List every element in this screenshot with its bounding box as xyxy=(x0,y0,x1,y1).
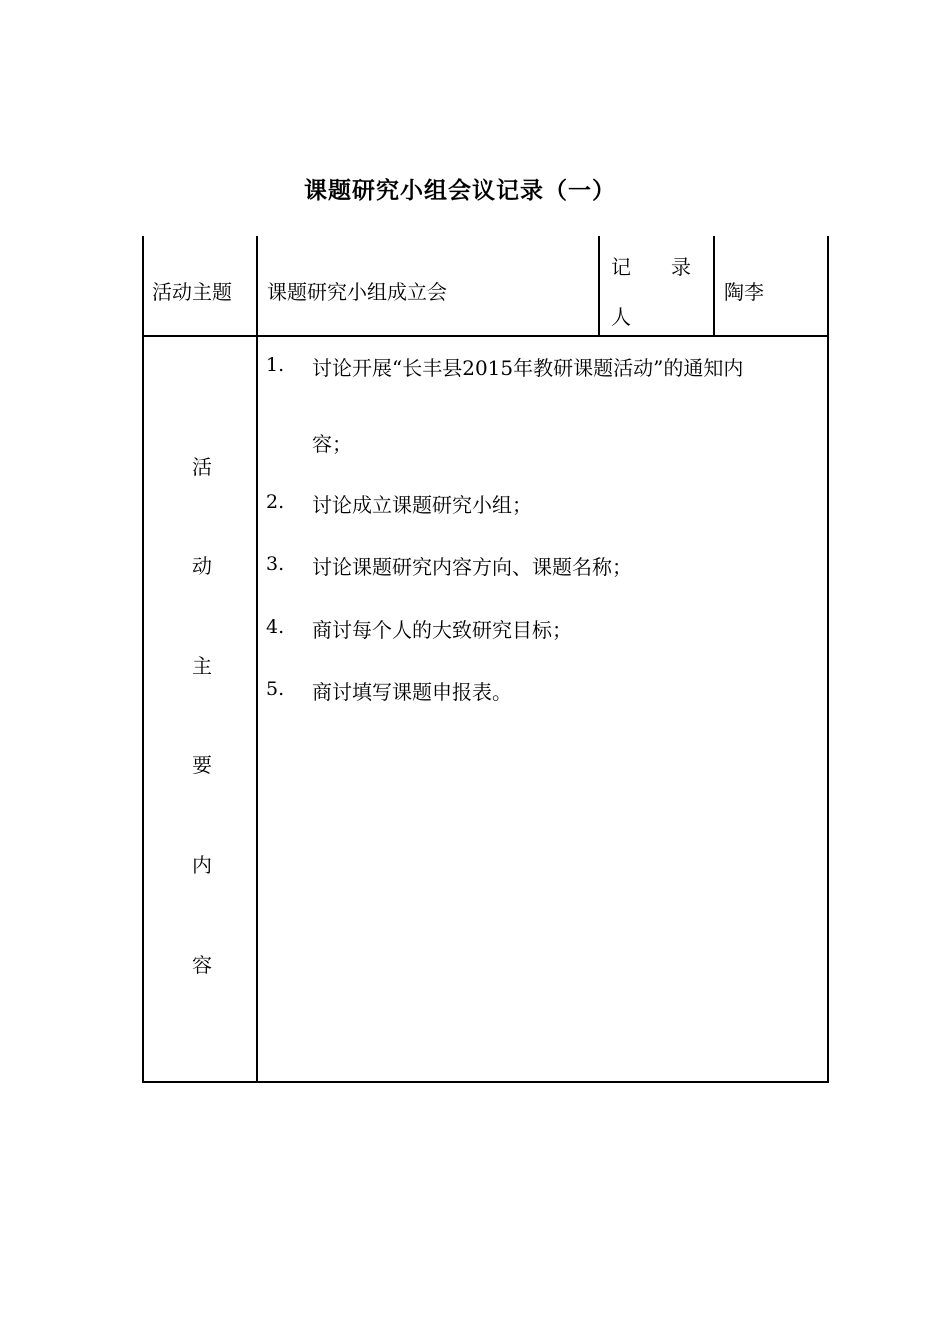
row-divider xyxy=(142,335,829,337)
content-label-char: 内 xyxy=(192,853,212,877)
item-number: 5. xyxy=(266,678,285,700)
recorder-label: 记 录 xyxy=(611,255,691,279)
item-text-continued: 容； xyxy=(312,432,352,456)
table-bottom-border xyxy=(142,1081,829,1083)
topic-value: 课题研究小组成立会 xyxy=(267,280,447,304)
recorder-label-continued: 人 xyxy=(611,305,631,329)
page-title: 课题研究小组会议记录（一） xyxy=(304,178,616,204)
item-text: 商讨每个人的大致研究目标； xyxy=(312,618,572,642)
item-text: 商讨填写课题申报表。 xyxy=(312,680,512,704)
content-label-char: 主 xyxy=(192,654,212,678)
item-text: 讨论课题研究内容方向、课题名称； xyxy=(312,555,632,579)
topic-label: 活动主题 xyxy=(152,280,232,304)
item-number: 3. xyxy=(266,553,285,575)
column-divider-label xyxy=(256,236,258,1083)
table-left-border xyxy=(142,236,144,1083)
content-label-char: 要 xyxy=(192,753,212,777)
item-text: 讨论成立课题研究小组； xyxy=(312,493,532,517)
item-number: 1. xyxy=(266,354,285,376)
content-label-char: 活 xyxy=(192,455,212,479)
item-number: 4. xyxy=(266,616,285,638)
item-number: 2. xyxy=(266,491,285,513)
column-divider-recorder-label xyxy=(598,236,600,336)
item-text: 讨论开展“长丰县2015年教研课题活动”的通知内 xyxy=(312,356,744,380)
recorder-name: 陶李 xyxy=(724,280,764,304)
table-right-border xyxy=(827,236,829,1083)
content-label-char: 动 xyxy=(192,554,212,578)
column-divider-recorder-name xyxy=(713,236,715,336)
content-label-char: 容 xyxy=(192,953,212,977)
